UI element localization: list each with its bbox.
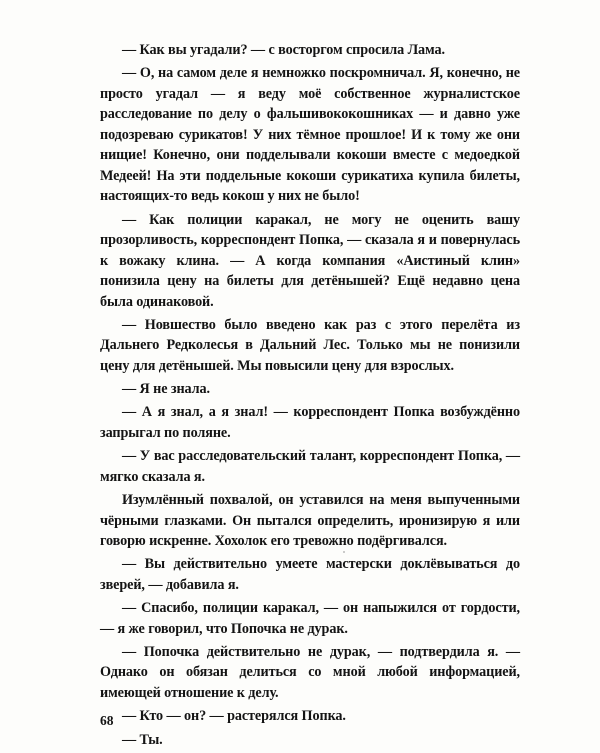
paragraph-13: — Ты. [122,731,163,748]
paragraph-2: — О, на самом деле я немножко поскромничал. Я, конечно, не просто угадал — я веду моё собственное журналистское расследование по делу о фальшивококошниках — и давно уже подозреваю сурикатов! У них тёмное прошлое! И к тому же они нищие! Конечно, они подделывали кокоши вместе с медоедкой Медеей! На эти поддельные кокоши сурикатиха купила билеты, настоящих-то ведь кокош у них не было! [100,65,520,205]
page-body [100,40,520,753]
paragraph-10: — Спасибо, полиции каракал, — он напыжился от гордости, — я же говорил, что Попочка не дурак. [100,600,520,637]
paragraph-5: — Я не знала. [122,381,210,398]
paper-speck [343,551,345,553]
paragraph-11: — Попочка действительно не дурак, — подтвердила я. — Однако он обязан делиться со мной любой информацией, имеющей отношение к делу. [100,643,520,701]
paragraph-6: — А я знал, а я знал! — корреспондент Попка возбуждённо запрыгал по поляне. [100,404,520,441]
paragraph-4: — Новшество было введено как раз с этого перелёта из Дальнего Редколесья в Дальний Лес. Только мы не понизили цену для детёнышей. Мы повысили цену для взрослых. [100,316,520,374]
paragraph-1: — Как вы угадали? — с восторгом спросила Лама. [122,42,445,58]
paragraph-3: — Как полиции каракал, не могу не оценить вашу прозорливость, корреспондент Попка, — сказала я и повернулась к вожаку клина. — А когда компания «Аистиный клин» понизила цену на билеты для детёнышей? Ещё недавно цена была одинаковой. [100,211,520,310]
paragraph-12: — Кто — он? — растерялся Попка. [122,708,346,725]
paragraph-9: — Вы действительно умеете мастерски доклёвываться до зверей, — добавила я. [100,556,520,593]
paragraph-7: — У вас расследовательский талант, корреспондент Попка, — мягко сказала я. [100,448,520,485]
paragraph-8: Изумлённый похвалой, он уставился на меня выпученными чёрными глазками. Он пытался определить, иронизирую я или говорю искренне. Хохолок его тревожно подёргивался. [100,492,520,550]
page-number: 68 [100,713,114,728]
